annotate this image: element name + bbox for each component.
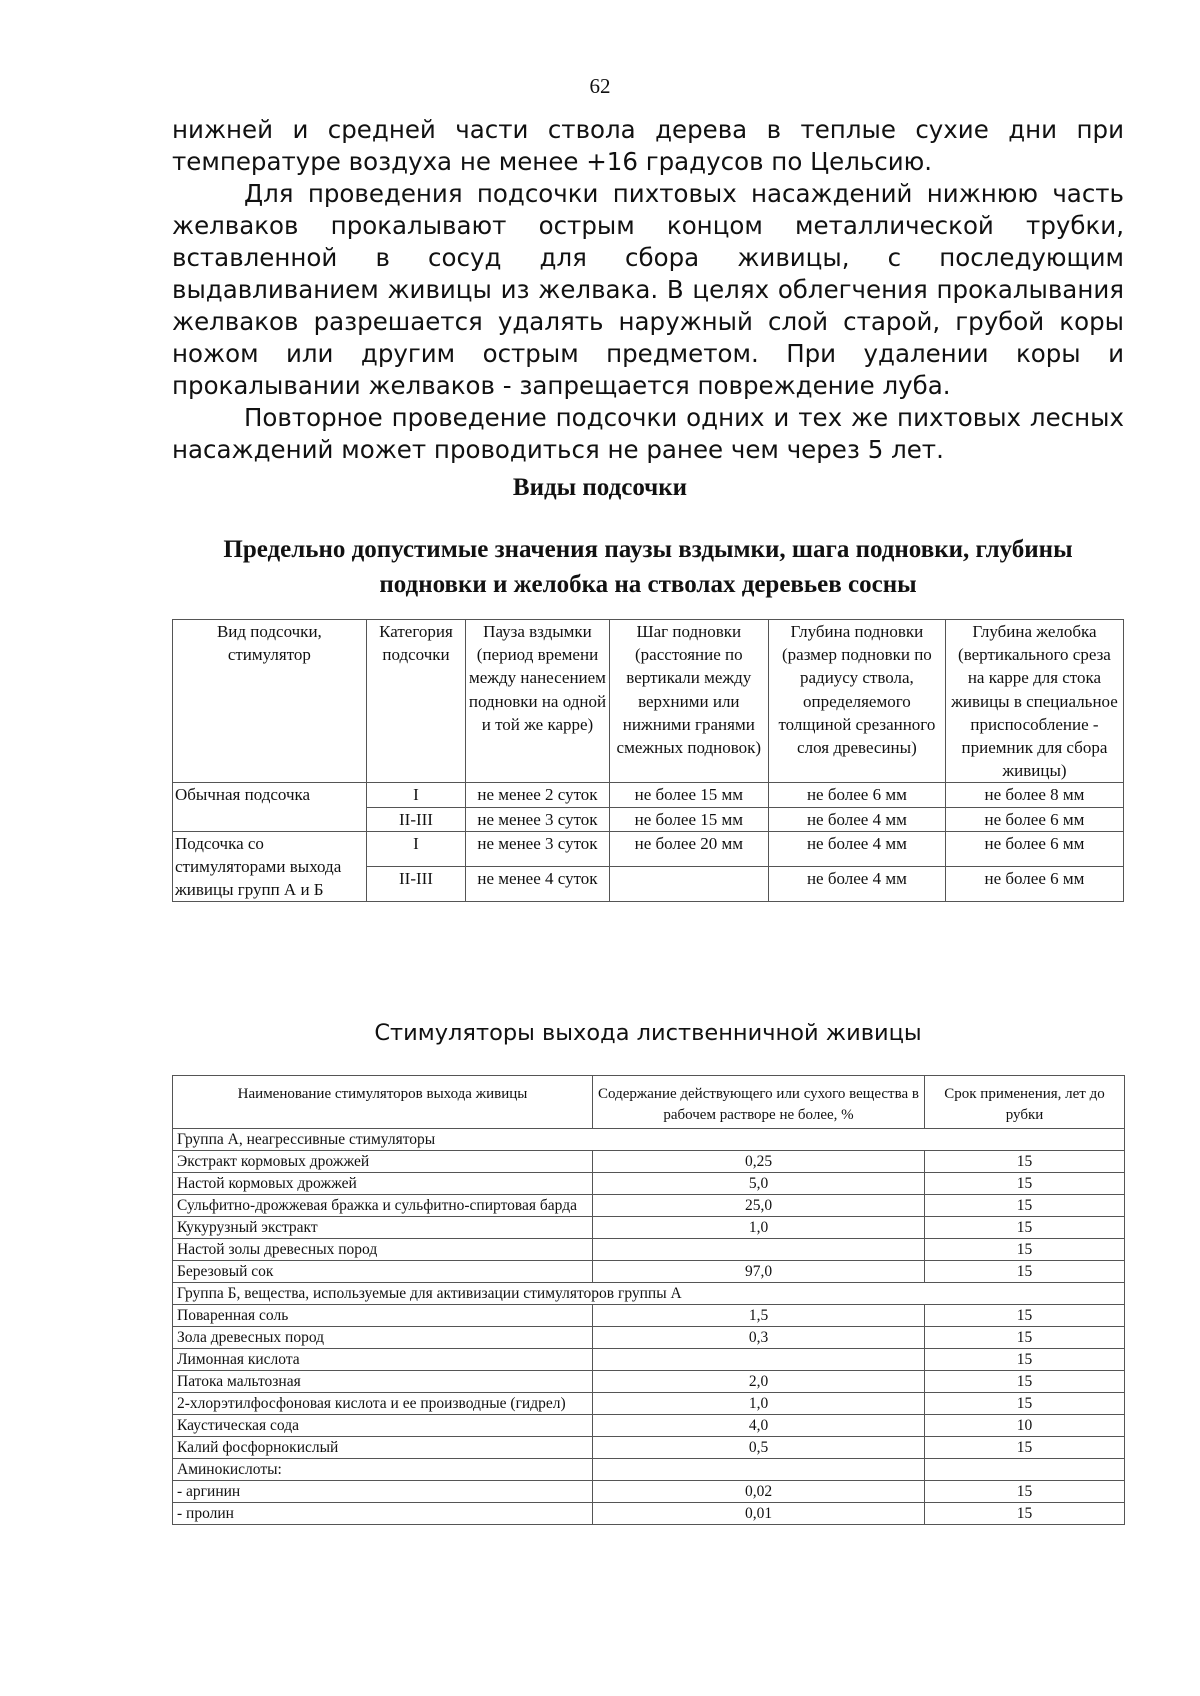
body-text — [172, 114, 1124, 466]
content-cell: 0,3 — [593, 1327, 925, 1349]
table-row — [173, 1415, 1125, 1437]
stimulator-name-cell: Березовый сок — [173, 1261, 593, 1283]
table-row — [173, 1459, 1125, 1481]
section-heading: Виды подсочки — [512, 474, 688, 501]
content-cell: 0,01 — [593, 1503, 925, 1525]
content-cell: 2,0 — [593, 1371, 925, 1393]
table-row — [173, 831, 1124, 866]
depth-cell: не более 4 мм — [768, 831, 945, 866]
content-cell: 5,0 — [593, 1173, 925, 1195]
content-cell — [593, 1349, 925, 1371]
step-cell: не более 15 мм — [609, 807, 768, 831]
term-cell: 15 — [925, 1195, 1125, 1217]
table-row — [173, 1195, 1125, 1217]
header-cell: Глубина желобка (вертикального среза на карре для стока живицы в специальное приспособление - приемник для сбора живицы) — [945, 620, 1123, 783]
term-cell: 15 — [925, 1151, 1125, 1173]
table-row — [173, 1239, 1125, 1261]
term-cell: 10 — [925, 1415, 1125, 1437]
paragraph-2: Для проведения подсочки пихтовых насаждений нижнюю часть желваков прокалывают острым концом металлической трубки, вставленной в сосуд для сбора живицы, с последующим выдавливанием живицы из желвака. В целях облегчения прокалывания желваков разрешается удалять наружный слой старой, грубой коры ножом или другим острым предметом. При удалении коры и прокалывании желваков - запрещается повреждение луба. — [172, 179, 1124, 400]
groove-cell: не более 6 мм — [945, 831, 1123, 866]
content-cell: 1,0 — [593, 1393, 925, 1415]
content-cell: 0,25 — [593, 1151, 925, 1173]
stimulator-name-cell: Зола древесных пород — [173, 1327, 593, 1349]
table-header-row — [173, 1076, 1125, 1129]
stimulator-name-cell: Настой кормовых дрожжей — [173, 1173, 593, 1195]
term-cell: 15 — [925, 1217, 1125, 1239]
step-cell: не более 20 мм — [609, 831, 768, 866]
table-row — [173, 783, 1124, 807]
term-cell: 15 — [925, 1481, 1125, 1503]
term-cell: 15 — [925, 1239, 1125, 1261]
term-cell: 15 — [925, 1173, 1125, 1195]
tapping-limits-table — [172, 619, 1124, 902]
pause-cell: не менее 3 суток — [466, 807, 609, 831]
table-row — [173, 1261, 1125, 1283]
pause-cell: не менее 3 суток — [466, 831, 609, 866]
table-row — [173, 1503, 1125, 1525]
header-cell: Вид подсочки, стимулятор — [173, 620, 367, 783]
groove-cell: не более 8 мм — [945, 783, 1123, 807]
header-cell: Срок применения, лет до рубки — [925, 1076, 1125, 1129]
content-cell: 0,02 — [593, 1481, 925, 1503]
category-cell: I — [366, 783, 465, 807]
stimulator-name-cell: Калий фосфорнокислый — [173, 1437, 593, 1459]
header-cell: Содержание действующего или сухого вещества в рабочем растворе не более, % — [593, 1076, 925, 1129]
paragraph-3: Повторное проведение подсочки одних и тех же пихтовых лесных насаждений может проводиться не ранее чем через 5 лет. — [172, 403, 1124, 464]
table-row — [173, 1481, 1125, 1503]
header-cell: Глубина подновки (размер подновки по радиусу ствола, определяемого толщиной срезанного слоя древесины) — [768, 620, 945, 783]
header-cell: Категория подсочки — [366, 620, 465, 783]
step-cell: не более 15 мм — [609, 783, 768, 807]
term-cell: 15 — [925, 1349, 1125, 1371]
depth-cell: не более 4 мм — [768, 807, 945, 831]
header-cell: Наименование стимуляторов выхода живицы — [173, 1076, 593, 1129]
table1-caption: Предельно допустимые значения паузы вздымки, шага подновки, глубины подновки и желобка на стволах деревьев сосны — [223, 536, 1073, 598]
stimulator-name-cell: - аргинин — [173, 1481, 593, 1503]
category-cell: II-III — [366, 867, 465, 902]
category-cell: II-III — [366, 807, 465, 831]
tapping-type-cell: Подсочка со стимуляторами выхода живицы групп А и Б — [173, 831, 367, 902]
stimulator-name-cell: Лимонная кислота — [173, 1349, 593, 1371]
category-cell: I — [366, 831, 465, 866]
table-row — [173, 1173, 1125, 1195]
table-row — [173, 1437, 1125, 1459]
pause-cell: не менее 4 суток — [466, 867, 609, 902]
term-cell: 15 — [925, 1503, 1125, 1525]
depth-cell: не более 6 мм — [768, 783, 945, 807]
content-cell: 1,0 — [593, 1217, 925, 1239]
table-row — [173, 1349, 1125, 1371]
stimulator-name-cell: Каустическая сода — [173, 1415, 593, 1437]
page-number: 62 — [589, 74, 611, 98]
stimulator-name-cell: Поваренная соль — [173, 1305, 593, 1327]
content-cell: 97,0 — [593, 1261, 925, 1283]
stimulator-name-cell: Аминокислоты: — [173, 1459, 593, 1481]
step-cell — [609, 867, 768, 902]
stimulator-name-cell: 2-хлорэтилфосфоновая кислота и ее производные (гидрел) — [173, 1393, 593, 1415]
table-row — [173, 1327, 1125, 1349]
groove-cell: не более 6 мм — [945, 807, 1123, 831]
group-label: Группа А, неагрессивные стимуляторы — [173, 1129, 1125, 1151]
groove-cell: не более 6 мм — [945, 867, 1123, 902]
header-cell: Шаг подновки (расстояние по вертикали между верхними или нижними гранями смежных подновок) — [609, 620, 768, 783]
content-cell — [593, 1239, 925, 1261]
content-cell: 4,0 — [593, 1415, 925, 1437]
group-row — [173, 1129, 1125, 1151]
term-cell: 15 — [925, 1371, 1125, 1393]
paragraph-1: нижней и средней части ствола дерева в теплые сухие дни при температуре воздуха не менее +16 градусов по Цельсию. — [172, 115, 1124, 176]
table-row — [173, 1305, 1125, 1327]
table-row — [173, 1393, 1125, 1415]
stimulator-name-cell: - пролин — [173, 1503, 593, 1525]
stimulator-name-cell: Экстракт кормовых дрожжей — [173, 1151, 593, 1173]
term-cell: 15 — [925, 1327, 1125, 1349]
group-row — [173, 1283, 1125, 1305]
table-row — [173, 1217, 1125, 1239]
content-cell — [593, 1459, 925, 1481]
table-row — [173, 1371, 1125, 1393]
term-cell: 15 — [925, 1437, 1125, 1459]
group-label: Группа Б, вещества, используемые для активизации стимуляторов группы А — [173, 1283, 1125, 1305]
content-cell: 1,5 — [593, 1305, 925, 1327]
term-cell — [925, 1459, 1125, 1481]
table-header-row — [173, 620, 1124, 783]
term-cell: 15 — [925, 1393, 1125, 1415]
term-cell: 15 — [925, 1305, 1125, 1327]
stimulators-table — [172, 1075, 1125, 1525]
stimulator-name-cell: Настой золы древесных пород — [173, 1239, 593, 1261]
content-cell: 0,5 — [593, 1437, 925, 1459]
table2-title: Стимуляторы выхода лиственничной живицы — [374, 1020, 922, 1046]
tapping-type-cell: Обычная подсочка — [173, 783, 367, 831]
stimulator-name-cell: Кукурузный экстракт — [173, 1217, 593, 1239]
depth-cell: не более 4 мм — [768, 867, 945, 902]
pause-cell: не менее 2 суток — [466, 783, 609, 807]
stimulator-name-cell: Патока мальтозная — [173, 1371, 593, 1393]
header-cell: Пауза вздымки (период времени между нанесением подновки на одной и той же карре) — [466, 620, 609, 783]
table-row — [173, 1151, 1125, 1173]
stimulator-name-cell: Сульфитно-дрожжевая бражка и сульфитно-спиртовая барда — [173, 1195, 593, 1217]
content-cell: 25,0 — [593, 1195, 925, 1217]
term-cell: 15 — [925, 1261, 1125, 1283]
